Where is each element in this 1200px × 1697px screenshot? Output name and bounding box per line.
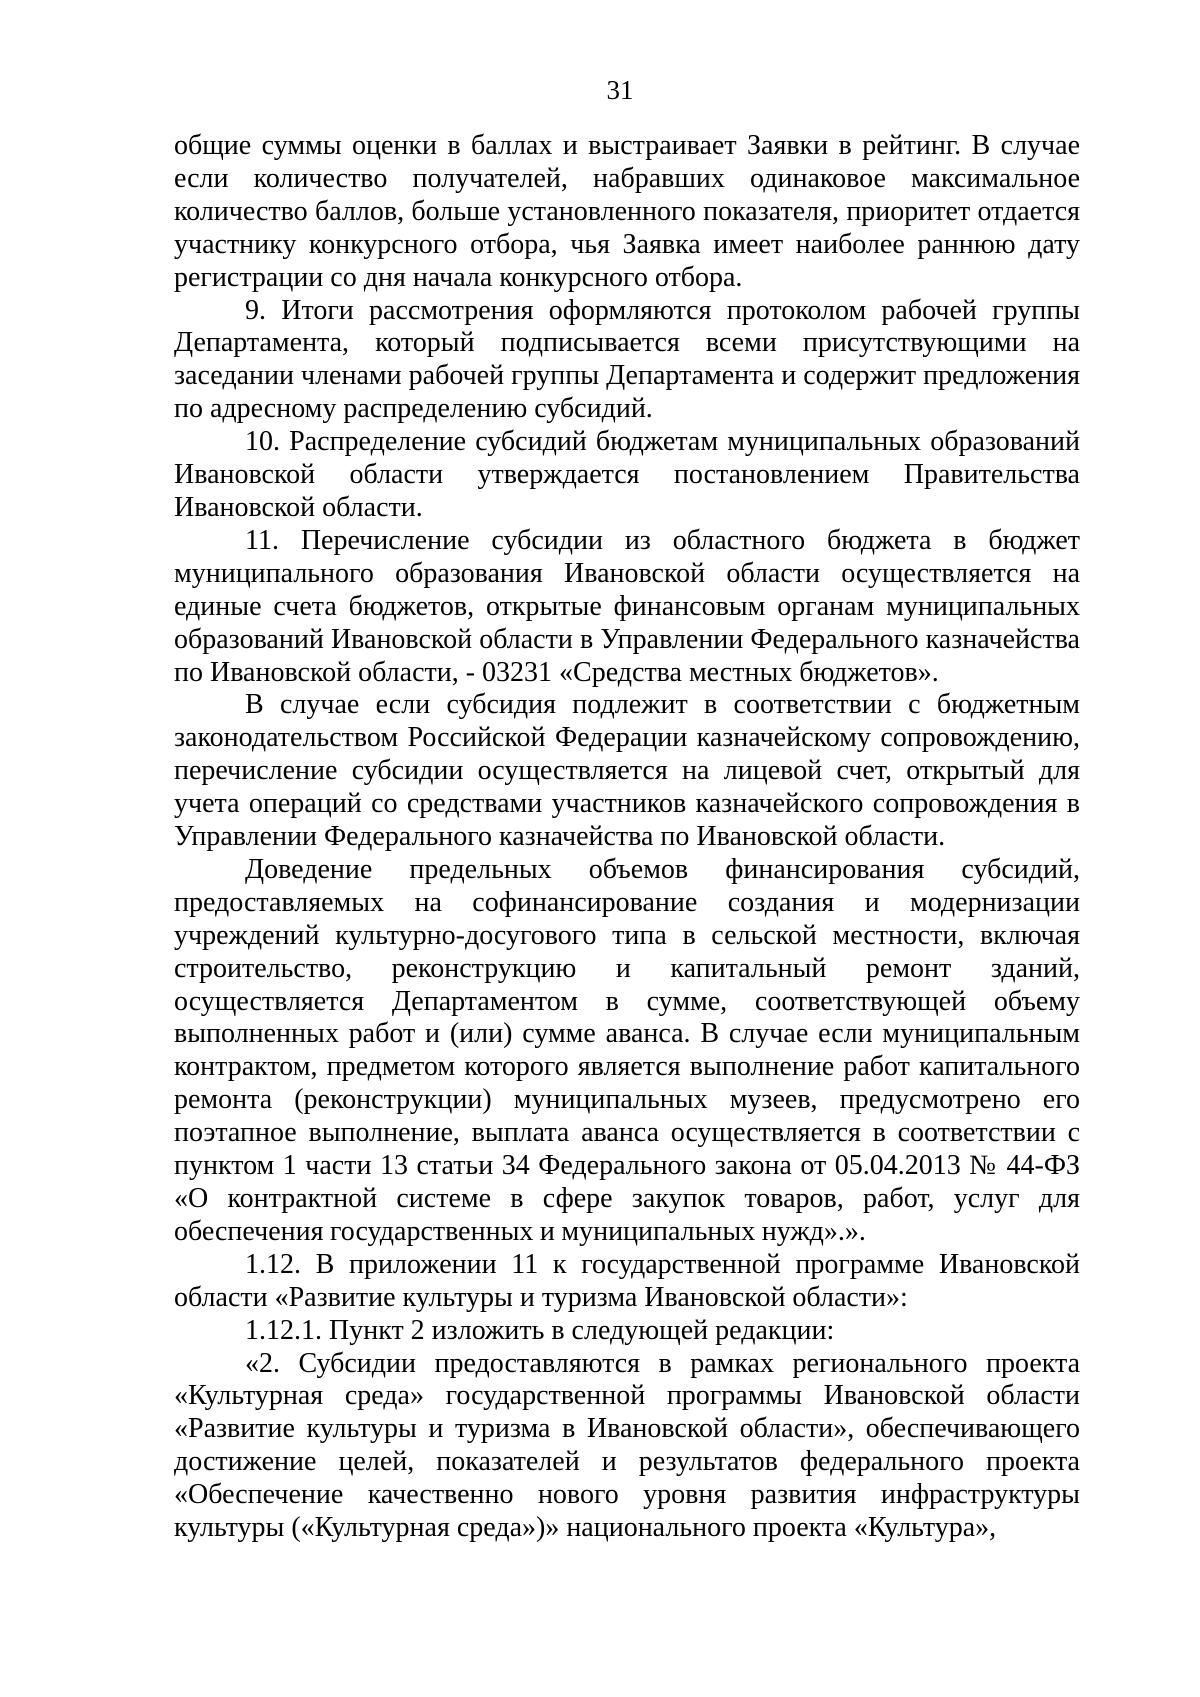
page-number: 31 xyxy=(606,75,634,105)
paragraph-item-2-quote: «2. Субсидии предоставляются в рамках регионального проекта «Культурная среда» государственной программы Ивановской области «Развитие культуры и туризма в Ивановской области», обеспечивающего достижение целей, показателей и результатов федерального проекта «Обеспечение качественно нового уровня развития инфраструктуры культуры («Культурная среда»)» национального проекта «Культура», xyxy=(174,1347,1080,1544)
paragraph-funding-limits: Доведение предельных объемов финансирования субсидий, предоставляемых на софинансирование создания и модернизации учреждений культурно-досугового типа в сельской местности, включая строительство, реконструкцию и капитальный ремонт зданий, осуществляется Департаментом в сумме, соответствующей объему выполненных работ и (или) сумме аванса. В случае если муниципальным контрактом, предметом которого является выполнение работ капитального ремонта (реконструкции) муниципальных музеев, предусмотрено его поэтапное выполнение, выплата аванса осуществляется в соответствии с пунктом 1 части 13 статьи 34 Федерального закона от 05.04.2013 № 44-ФЗ «О контрактной системе в сфере закупок товаров, работ, услуг для обеспечения государственных и муниципальных нужд».». xyxy=(174,853,1080,1247)
paragraph-item-10: 10. Распределение субсидий бюджетам муниципальных образований Ивановской области утверждается постановлением Правительства Ивановской области. xyxy=(174,426,1080,523)
paragraph-treasury-support: В случае если субсидия подлежит в соответствии с бюджетным законодательством Российской Федерации казначейскому сопровождению, перечисление субсидии осуществляется на лицевой счет, открытый для учета операций со средствами участников казначейского сопровождения в Управлении Федерального казначейства по Ивановской области. xyxy=(174,689,1080,853)
paragraph-rating-continuation: общие суммы оценки в баллах и выстраивает Заявки в рейтинг. В случае если количество получателей, набравших одинаковое максимальное количество баллов, больше установленного показателя, приоритет отдается участнику конкурсного отбора, чья Заявка имеет наиболее раннюю дату регистрации со дня начала конкурсного отбора. xyxy=(174,130,1080,293)
paragraph-item-1-12: 1.12. В приложении 11 к государственной программе Ивановской области «Развитие культуры и туризма Ивановской области»: xyxy=(174,1248,1080,1313)
paragraph-item-11: 11. Перечисление субсидии из областного бюджета в бюджет муниципального образования Ивановской области осуществляется на единые счета бюджетов, открытые финансовым органам муниципальных образований Ивановской области в Управлении Федерального казначейства по Ивановской области, - 03231 «Средства местных бюджетов». xyxy=(174,524,1080,688)
paragraph-item-9: 9. Итоги рассмотрения оформляются протоколом рабочей группы Департамента, который подписывается всеми присутствующими на заседании членами рабочей группы Департамента и содержит предложения по адресному распределению субсидий. xyxy=(174,294,1080,425)
document-body xyxy=(174,130,1080,1545)
paragraph-item-1-12-1: 1.12.1. Пункт 2 изложить в следующей редакции: xyxy=(245,1314,835,1346)
